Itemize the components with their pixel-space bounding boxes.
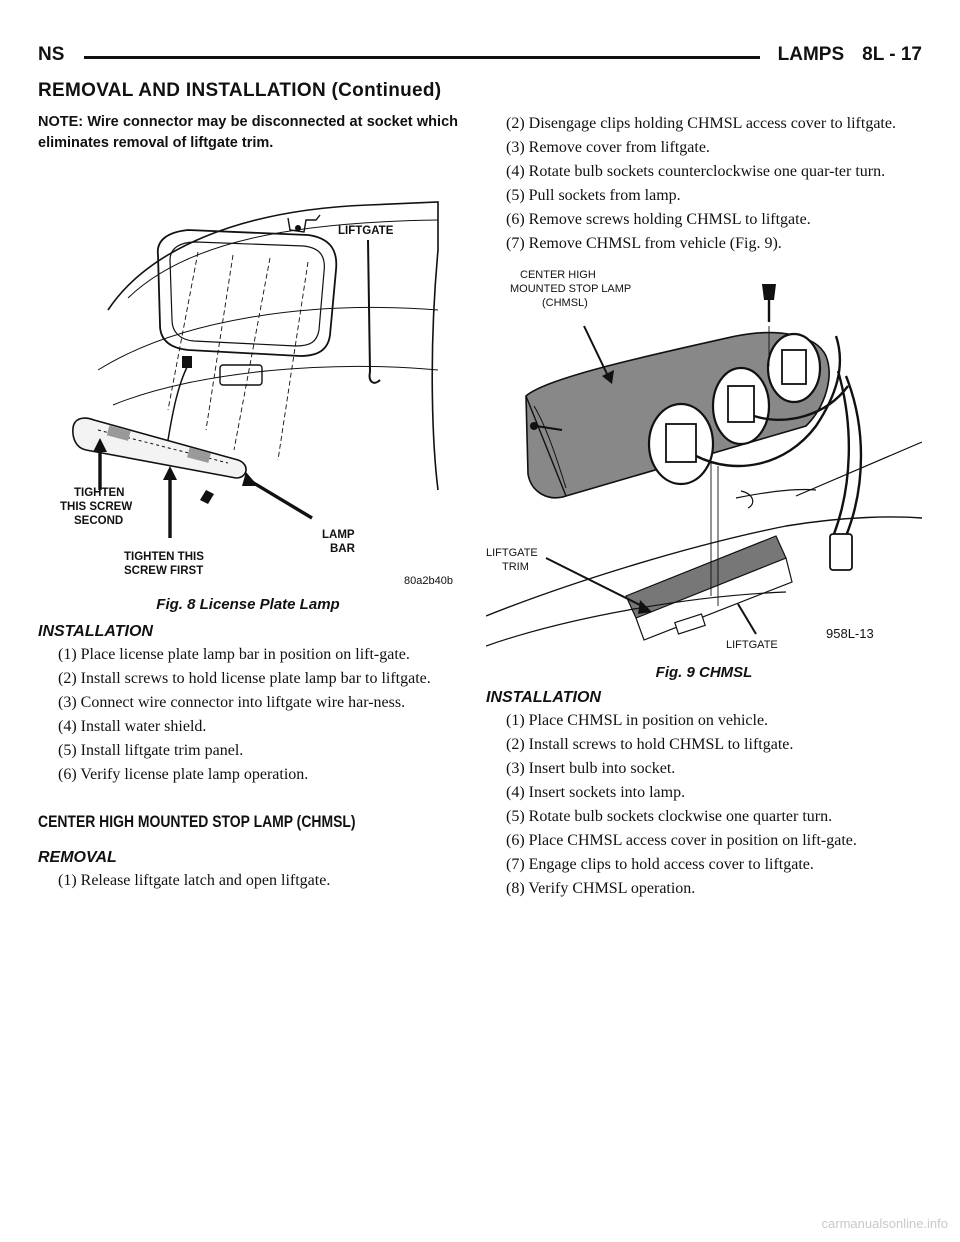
license-plate-lamp-illustration xyxy=(38,160,458,584)
removal-step-6: (6) Remove screws holding CHMSL to liftgate. xyxy=(506,211,811,228)
fig9-figure-code: 958L-13 xyxy=(826,626,874,641)
right-install-step-6: (6) Place CHMSL access cover in position on lift-gate. xyxy=(506,832,857,849)
right-column xyxy=(486,112,922,901)
left-install-step-1: (1) Place license plate lamp bar in position on lift-gate. xyxy=(58,646,410,663)
removal-step-4: (4) Rotate bulb sockets counterclockwise one quar-ter turn. xyxy=(506,163,886,180)
fig8-figure-code: 80a2b40b xyxy=(404,575,453,584)
fig8-label-tighten-first-2: SCREW FIRST xyxy=(124,565,204,577)
left-install-step-3: (3) Connect wire connector into liftgate wire har-ness. xyxy=(58,694,406,711)
chmsl-heading: CENTER HIGH MOUNTED STOP LAMP (CHMSL) xyxy=(38,812,356,831)
header-rule xyxy=(84,56,760,59)
header-right xyxy=(760,44,922,66)
removal-step-3: (3) Remove cover from liftgate. xyxy=(506,139,710,156)
fig9-label-chmsl-2: MOUNTED STOP LAMP xyxy=(510,283,632,295)
fig9-caption: Fig. 9 CHMSL xyxy=(655,664,753,681)
right-install-step-8: (8) Verify CHMSL operation. xyxy=(506,880,696,897)
right-install-step-1: (1) Place CHMSL in position on vehicle. xyxy=(506,712,769,729)
removal-step-7: (7) Remove CHMSL from vehicle (Fig. 9). xyxy=(506,235,782,252)
removal-step-2: (2) Disengage clips holding CHMSL access cover to liftgate. xyxy=(506,115,896,132)
fig9-label-trim-2: TRIM xyxy=(502,561,529,573)
fig8-label-tighten-second-3: SECOND xyxy=(74,515,124,527)
fig8-label-tighten-second-2: THIS SCREW xyxy=(60,501,133,513)
removal-step-1: (1) Release liftgate latch and open liftgate. xyxy=(58,872,331,889)
installation-heading-left: INSTALLATION xyxy=(38,623,153,640)
figure-8 xyxy=(38,160,458,613)
footer-watermark: carmanualsonline.info xyxy=(821,1216,948,1231)
fig8-label-lamp-1: LAMP xyxy=(322,529,355,541)
fig8-label-liftgate: LIFTGATE xyxy=(338,225,394,237)
fig8-label-lamp-2: BAR xyxy=(330,543,355,555)
right-install-step-5: (5) Rotate bulb sockets clockwise one quarter turn. xyxy=(506,808,833,825)
fig9-label-liftgate: LIFTGATE xyxy=(726,639,778,651)
note-text: NOTE: Wire connector may be disconnected at socket which eliminates removal of liftgate trim. xyxy=(38,114,458,151)
right-install-step-7: (7) Engage clips to hold access cover to liftgate. xyxy=(506,856,814,873)
installation-heading-right: INSTALLATION xyxy=(486,689,601,706)
fig8-label-tighten-first-1: TIGHTEN THIS xyxy=(124,551,204,563)
removal-heading: REMOVAL xyxy=(38,849,117,866)
fig8-caption: Fig. 8 License Plate Lamp xyxy=(156,596,340,613)
header-chapter: LAMPS xyxy=(777,44,845,65)
fig9-label-chmsl-3: (CHMSL) xyxy=(542,297,588,309)
fig9-label-chmsl-1: CENTER HIGH xyxy=(520,269,596,281)
header-section: NS xyxy=(38,44,65,65)
chmsl-illustration xyxy=(486,266,922,658)
figure-9 xyxy=(486,266,922,681)
right-install-step-3: (3) Insert bulb into socket. xyxy=(506,760,676,777)
left-install-step-2: (2) Install screws to hold license plate lamp bar to liftgate. xyxy=(58,670,431,687)
removal-step-5: (5) Pull sockets from lamp. xyxy=(506,187,681,204)
fig9-label-trim-1: LIFTGATE xyxy=(486,547,538,559)
page-header xyxy=(38,44,922,74)
right-install-step-4: (4) Insert sockets into lamp. xyxy=(506,784,686,801)
left-install-step-5: (5) Install liftgate trim panel. xyxy=(58,742,244,759)
left-column xyxy=(38,112,458,893)
section-title: REMOVAL AND INSTALLATION (Continued) xyxy=(38,80,442,101)
fig8-label-tighten-second-1: TIGHTEN xyxy=(74,487,125,499)
left-install-step-4: (4) Install water shield. xyxy=(58,718,207,735)
right-install-step-2: (2) Install screws to hold CHMSL to liftgate. xyxy=(506,736,794,753)
left-install-step-6: (6) Verify license plate lamp operation. xyxy=(58,766,309,783)
header-page-number: 8L - 17 xyxy=(862,44,922,65)
